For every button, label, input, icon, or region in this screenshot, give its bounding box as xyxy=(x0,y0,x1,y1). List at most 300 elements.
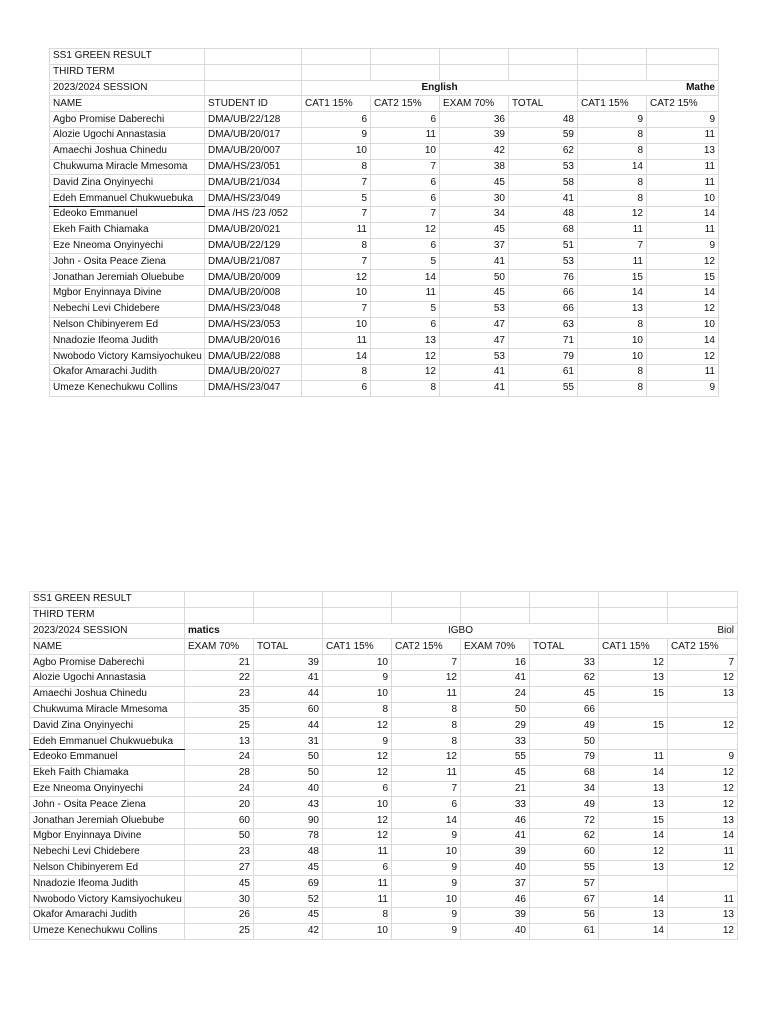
score-cell xyxy=(599,734,668,750)
column-header: CAT1 15% xyxy=(578,96,647,112)
score-cell: 11 xyxy=(599,749,668,765)
score-cell: 11 xyxy=(323,892,392,908)
student-name: Chukwuma Miracle Mmesoma xyxy=(30,702,185,718)
score-cell: 72 xyxy=(530,813,599,829)
score-cell: 58 xyxy=(509,175,578,191)
score-cell: 6 xyxy=(392,797,461,813)
score-cell: 47 xyxy=(440,333,509,349)
score-cell: 9 xyxy=(323,734,392,750)
student-name: Umeze Kenechukwu Collins xyxy=(50,380,205,396)
column-header: EXAM 70% xyxy=(185,639,254,655)
score-cell: 12 xyxy=(371,349,440,365)
score-cell: 40 xyxy=(461,860,530,876)
score-cell: 49 xyxy=(530,797,599,813)
score-cell: 62 xyxy=(530,670,599,686)
score-cell: 78 xyxy=(254,828,323,844)
column-header: CAT2 15% xyxy=(668,639,738,655)
score-cell: 62 xyxy=(530,828,599,844)
score-cell: 15 xyxy=(647,270,719,286)
student-name: Ekeh Faith Chiamaka xyxy=(50,222,205,238)
score-cell: 10 xyxy=(647,191,719,207)
score-cell: 30 xyxy=(440,191,509,207)
student-name: Nnadozie Ifeoma Judith xyxy=(30,876,185,892)
score-cell: 76 xyxy=(509,270,578,286)
score-cell: 11 xyxy=(371,127,440,143)
table-row xyxy=(50,127,719,143)
score-cell xyxy=(599,876,668,892)
score-cell: 34 xyxy=(440,206,509,222)
score-cell: 45 xyxy=(254,860,323,876)
score-cell: 12 xyxy=(668,781,738,797)
score-cell: 40 xyxy=(461,923,530,939)
score-cell: 9 xyxy=(647,112,719,128)
score-cell: 39 xyxy=(440,127,509,143)
score-cell: 63 xyxy=(509,317,578,333)
score-cell: 27 xyxy=(185,860,254,876)
score-cell: 60 xyxy=(530,844,599,860)
score-cell: 29 xyxy=(461,718,530,734)
score-cell: 11 xyxy=(323,844,392,860)
table-row xyxy=(30,876,738,892)
student-id: DMA/HS/23/049 xyxy=(205,191,302,207)
score-cell: 13 xyxy=(578,301,647,317)
score-cell: 9 xyxy=(647,238,719,254)
score-cell: 45 xyxy=(440,175,509,191)
score-cell: 14 xyxy=(668,828,738,844)
student-name: Amaechi Joshua Chinedu xyxy=(30,686,185,702)
score-cell: 46 xyxy=(461,813,530,829)
score-cell xyxy=(668,876,738,892)
score-cell: 9 xyxy=(392,923,461,939)
column-header-student-id: STUDENT ID xyxy=(205,96,302,112)
column-header-name: NAME xyxy=(50,96,205,112)
table-row xyxy=(30,813,738,829)
score-cell: 50 xyxy=(461,702,530,718)
score-cell: 7 xyxy=(392,781,461,797)
score-cell: 8 xyxy=(578,175,647,191)
score-cell: 39 xyxy=(461,907,530,923)
student-name: Edeh Emmanuel Chukwuebuka xyxy=(50,191,205,207)
score-cell: 45 xyxy=(530,686,599,702)
score-cell: 11 xyxy=(668,844,738,860)
student-name: Agbo Promise Daberechi xyxy=(50,112,205,128)
score-cell: 34 xyxy=(530,781,599,797)
score-cell: 37 xyxy=(461,876,530,892)
score-cell: 12 xyxy=(668,718,738,734)
score-cell: 53 xyxy=(509,159,578,175)
score-cell: 25 xyxy=(185,923,254,939)
score-cell: 11 xyxy=(647,222,719,238)
score-cell: 6 xyxy=(302,380,371,396)
score-cell: 25 xyxy=(185,718,254,734)
table-row xyxy=(50,112,719,128)
subject-mathematics-header: matics xyxy=(185,623,323,639)
score-cell: 12 xyxy=(302,270,371,286)
score-cell: 9 xyxy=(392,907,461,923)
student-name: Edeoko Emmanuel xyxy=(50,206,205,222)
score-cell: 60 xyxy=(185,813,254,829)
score-cell: 39 xyxy=(254,655,323,671)
score-cell: 7 xyxy=(371,159,440,175)
student-id: DMA/UB/21/087 xyxy=(205,254,302,270)
table-row xyxy=(50,191,719,207)
score-cell: 7 xyxy=(302,206,371,222)
score-cell: 37 xyxy=(440,238,509,254)
score-cell: 35 xyxy=(185,702,254,718)
score-cell: 44 xyxy=(254,686,323,702)
score-cell: 66 xyxy=(530,702,599,718)
score-cell: 8 xyxy=(578,364,647,380)
student-name: Alozie Ugochi Annastasia xyxy=(30,670,185,686)
student-name: Chukwuma Miracle Mmesoma xyxy=(50,159,205,175)
student-id: DMA/UB/22/129 xyxy=(205,238,302,254)
score-cell: 45 xyxy=(254,907,323,923)
score-cell: 42 xyxy=(440,143,509,159)
score-cell: 14 xyxy=(599,828,668,844)
score-cell: 39 xyxy=(461,844,530,860)
score-cell: 24 xyxy=(185,749,254,765)
score-cell: 12 xyxy=(323,813,392,829)
score-cell: 9 xyxy=(392,828,461,844)
score-cell: 12 xyxy=(371,222,440,238)
score-cell: 13 xyxy=(668,907,738,923)
student-name: Nebechi Levi Chidebere xyxy=(50,301,205,317)
score-cell: 79 xyxy=(530,749,599,765)
score-cell: 11 xyxy=(392,765,461,781)
score-cell: 8 xyxy=(371,380,440,396)
score-cell: 44 xyxy=(254,718,323,734)
student-name: Ekeh Faith Chiamaka xyxy=(30,765,185,781)
score-cell: 9 xyxy=(578,112,647,128)
score-cell: 13 xyxy=(668,813,738,829)
table-row xyxy=(50,317,719,333)
table-row xyxy=(30,765,738,781)
table-row xyxy=(50,254,719,270)
table-row xyxy=(50,238,719,254)
score-cell: 12 xyxy=(599,844,668,860)
score-cell: 11 xyxy=(392,686,461,702)
score-cell: 8 xyxy=(302,238,371,254)
score-cell: 42 xyxy=(254,923,323,939)
score-cell: 53 xyxy=(440,349,509,365)
table-row xyxy=(50,222,719,238)
table-row xyxy=(30,797,738,813)
score-cell: 36 xyxy=(440,112,509,128)
score-cell: 14 xyxy=(647,206,719,222)
score-cell: 23 xyxy=(185,686,254,702)
score-cell: 10 xyxy=(578,349,647,365)
score-cell: 10 xyxy=(302,317,371,333)
score-cell: 24 xyxy=(185,781,254,797)
score-cell: 53 xyxy=(440,301,509,317)
column-header: CAT2 15% xyxy=(647,96,719,112)
score-cell: 8 xyxy=(578,191,647,207)
student-id: DMA/UB/20/008 xyxy=(205,285,302,301)
score-cell: 14 xyxy=(578,159,647,175)
student-name: Jonathan Jeremiah Oluebube xyxy=(30,813,185,829)
score-cell: 24 xyxy=(461,686,530,702)
score-cell: 11 xyxy=(578,254,647,270)
score-cell: 48 xyxy=(509,206,578,222)
student-name: Amaechi Joshua Chinedu xyxy=(50,143,205,159)
score-cell: 13 xyxy=(599,907,668,923)
score-cell: 15 xyxy=(599,686,668,702)
score-cell: 6 xyxy=(371,112,440,128)
score-cell: 11 xyxy=(668,892,738,908)
subject-igbo-header: IGBO xyxy=(323,623,599,639)
score-cell: 9 xyxy=(302,127,371,143)
score-cell: 46 xyxy=(461,892,530,908)
score-cell: 9 xyxy=(668,749,738,765)
score-cell: 12 xyxy=(668,860,738,876)
student-name: Nwobodo Victory Kamsiyochukeu xyxy=(50,349,205,365)
table-row xyxy=(50,380,719,396)
score-cell: 10 xyxy=(323,655,392,671)
student-name: Jonathan Jeremiah Oluebube xyxy=(50,270,205,286)
score-cell: 8 xyxy=(578,317,647,333)
score-cell: 20 xyxy=(185,797,254,813)
result-sheet-page-2 xyxy=(29,591,738,940)
subject-english-header: English xyxy=(302,80,578,96)
score-cell: 41 xyxy=(509,191,578,207)
score-cell: 14 xyxy=(647,285,719,301)
score-cell: 14 xyxy=(578,285,647,301)
score-cell: 12 xyxy=(371,364,440,380)
student-name: Alozie Ugochi Annastasia xyxy=(50,127,205,143)
subject-biology-header: Biol xyxy=(599,623,738,639)
student-id: DMA /HS /23 /052 xyxy=(205,206,302,222)
table-row xyxy=(50,175,719,191)
score-cell: 13 xyxy=(371,333,440,349)
score-cell: 43 xyxy=(254,797,323,813)
student-name: Okafor Amarachi Judith xyxy=(50,364,205,380)
score-cell: 11 xyxy=(647,159,719,175)
score-cell: 8 xyxy=(323,702,392,718)
score-cell: 10 xyxy=(392,892,461,908)
score-cell: 41 xyxy=(440,364,509,380)
score-cell: 69 xyxy=(254,876,323,892)
score-cell: 10 xyxy=(302,285,371,301)
column-header: CAT2 15% xyxy=(392,639,461,655)
column-header: CAT2 15% xyxy=(371,96,440,112)
score-cell: 10 xyxy=(578,333,647,349)
score-cell: 55 xyxy=(509,380,578,396)
score-cell: 11 xyxy=(647,175,719,191)
student-name: Nelson Chibinyerem Ed xyxy=(30,860,185,876)
score-cell: 6 xyxy=(302,112,371,128)
score-cell: 30 xyxy=(185,892,254,908)
score-cell: 45 xyxy=(440,222,509,238)
score-cell: 11 xyxy=(578,222,647,238)
score-cell: 79 xyxy=(509,349,578,365)
score-cell: 45 xyxy=(440,285,509,301)
student-name: Edeh Emmanuel Chukwuebuka xyxy=(30,734,185,750)
table-row xyxy=(50,364,719,380)
score-cell: 5 xyxy=(371,301,440,317)
student-name: John - Osita Peace Ziena xyxy=(30,797,185,813)
student-name: David Zina Onyinyechi xyxy=(30,718,185,734)
score-cell: 38 xyxy=(440,159,509,175)
score-cell: 8 xyxy=(392,718,461,734)
student-name: Nelson Chibinyerem Ed xyxy=(50,317,205,333)
score-cell: 71 xyxy=(509,333,578,349)
student-name: Nnadozie Ifeoma Judith xyxy=(50,333,205,349)
score-cell: 13 xyxy=(599,670,668,686)
score-cell: 9 xyxy=(647,380,719,396)
column-header: TOTAL xyxy=(530,639,599,655)
score-cell xyxy=(668,734,738,750)
student-id: DMA/HS/23/053 xyxy=(205,317,302,333)
sheet-title: SS1 GREEN RESULT xyxy=(30,592,185,608)
score-cell: 26 xyxy=(185,907,254,923)
score-cell: 12 xyxy=(323,828,392,844)
score-cell: 50 xyxy=(440,270,509,286)
table-row xyxy=(30,907,738,923)
score-cell: 13 xyxy=(668,686,738,702)
score-cell: 40 xyxy=(254,781,323,797)
score-cell: 55 xyxy=(530,860,599,876)
table-row xyxy=(30,670,738,686)
term-label: THIRD TERM xyxy=(50,64,205,80)
score-cell: 15 xyxy=(599,813,668,829)
student-id: DMA/UB/20/027 xyxy=(205,364,302,380)
score-cell: 9 xyxy=(392,860,461,876)
score-cell: 45 xyxy=(461,765,530,781)
score-cell: 90 xyxy=(254,813,323,829)
score-cell: 33 xyxy=(461,734,530,750)
student-id: DMA/UB/22/128 xyxy=(205,112,302,128)
table-row xyxy=(50,159,719,175)
score-cell: 13 xyxy=(599,797,668,813)
score-cell: 8 xyxy=(392,702,461,718)
student-id: DMA/UB/20/007 xyxy=(205,143,302,159)
score-cell: 7 xyxy=(302,301,371,317)
student-name: Eze Nneoma Onyinyechi xyxy=(30,781,185,797)
column-header: TOTAL xyxy=(509,96,578,112)
score-cell: 11 xyxy=(647,127,719,143)
sheet-title: SS1 GREEN RESULT xyxy=(50,49,205,65)
score-cell: 11 xyxy=(302,222,371,238)
table-row xyxy=(50,206,719,222)
student-name: John - Osita Peace Ziena xyxy=(50,254,205,270)
score-cell: 13 xyxy=(599,860,668,876)
score-cell: 10 xyxy=(323,923,392,939)
score-cell: 41 xyxy=(440,254,509,270)
score-cell: 12 xyxy=(323,765,392,781)
score-cell: 14 xyxy=(599,892,668,908)
student-id: DMA/HS/23/048 xyxy=(205,301,302,317)
student-id: DMA/UB/20/016 xyxy=(205,333,302,349)
score-cell: 50 xyxy=(185,828,254,844)
score-cell: 41 xyxy=(440,380,509,396)
score-cell: 55 xyxy=(461,749,530,765)
student-id: DMA/UB/21/034 xyxy=(205,175,302,191)
score-cell: 49 xyxy=(530,718,599,734)
score-cell: 7 xyxy=(578,238,647,254)
table-row xyxy=(30,828,738,844)
score-cell: 50 xyxy=(530,734,599,750)
score-cell: 7 xyxy=(371,206,440,222)
score-cell: 13 xyxy=(599,781,668,797)
score-cell: 15 xyxy=(578,270,647,286)
student-name: Nebechi Levi Chidebere xyxy=(30,844,185,860)
student-name: Eze Nneoma Onyinyechi xyxy=(50,238,205,254)
score-cell: 66 xyxy=(509,301,578,317)
score-cell: 33 xyxy=(530,655,599,671)
session-label: 2023/2024 SESSION xyxy=(30,623,185,639)
student-id: DMA/HS/23/051 xyxy=(205,159,302,175)
column-header: CAT1 15% xyxy=(302,96,371,112)
score-cell: 9 xyxy=(323,670,392,686)
table-row xyxy=(30,923,738,939)
score-cell: 21 xyxy=(185,655,254,671)
score-cell: 45 xyxy=(185,876,254,892)
table-row xyxy=(30,749,738,765)
column-header-name: NAME xyxy=(30,639,185,655)
score-cell: 8 xyxy=(578,127,647,143)
score-cell: 12 xyxy=(647,349,719,365)
score-cell: 50 xyxy=(254,749,323,765)
score-cell: 10 xyxy=(647,317,719,333)
table-row xyxy=(50,333,719,349)
score-cell: 14 xyxy=(371,270,440,286)
student-name: Okafor Amarachi Judith xyxy=(30,907,185,923)
score-cell: 61 xyxy=(530,923,599,939)
score-cell: 23 xyxy=(185,844,254,860)
score-cell: 66 xyxy=(509,285,578,301)
score-cell: 12 xyxy=(668,765,738,781)
score-cell: 12 xyxy=(668,923,738,939)
table-row xyxy=(30,686,738,702)
score-cell: 13 xyxy=(185,734,254,750)
score-cell: 12 xyxy=(392,670,461,686)
score-cell: 8 xyxy=(302,364,371,380)
result-sheet-page-1 xyxy=(49,48,719,397)
score-cell: 14 xyxy=(599,923,668,939)
score-cell: 12 xyxy=(668,670,738,686)
score-cell: 6 xyxy=(323,860,392,876)
column-header: EXAM 70% xyxy=(461,639,530,655)
table-row xyxy=(50,270,719,286)
score-cell: 10 xyxy=(371,143,440,159)
table-row xyxy=(30,781,738,797)
score-cell: 60 xyxy=(254,702,323,718)
score-cell: 10 xyxy=(302,143,371,159)
score-cell: 53 xyxy=(509,254,578,270)
table-row xyxy=(30,655,738,671)
table-row xyxy=(50,285,719,301)
score-cell: 22 xyxy=(185,670,254,686)
score-cell: 5 xyxy=(302,191,371,207)
score-cell: 14 xyxy=(392,813,461,829)
table-row xyxy=(30,718,738,734)
table-row xyxy=(30,892,738,908)
student-id: DMA/UB/20/009 xyxy=(205,270,302,286)
score-cell: 6 xyxy=(371,191,440,207)
score-cell: 12 xyxy=(647,301,719,317)
score-cell: 7 xyxy=(302,175,371,191)
score-cell xyxy=(668,702,738,718)
score-cell: 8 xyxy=(302,159,371,175)
score-cell: 8 xyxy=(392,734,461,750)
score-cell: 7 xyxy=(668,655,738,671)
score-cell: 12 xyxy=(599,655,668,671)
column-header: TOTAL xyxy=(254,639,323,655)
score-cell: 6 xyxy=(371,175,440,191)
column-header: EXAM 70% xyxy=(440,96,509,112)
score-cell: 61 xyxy=(509,364,578,380)
table-row xyxy=(30,702,738,718)
